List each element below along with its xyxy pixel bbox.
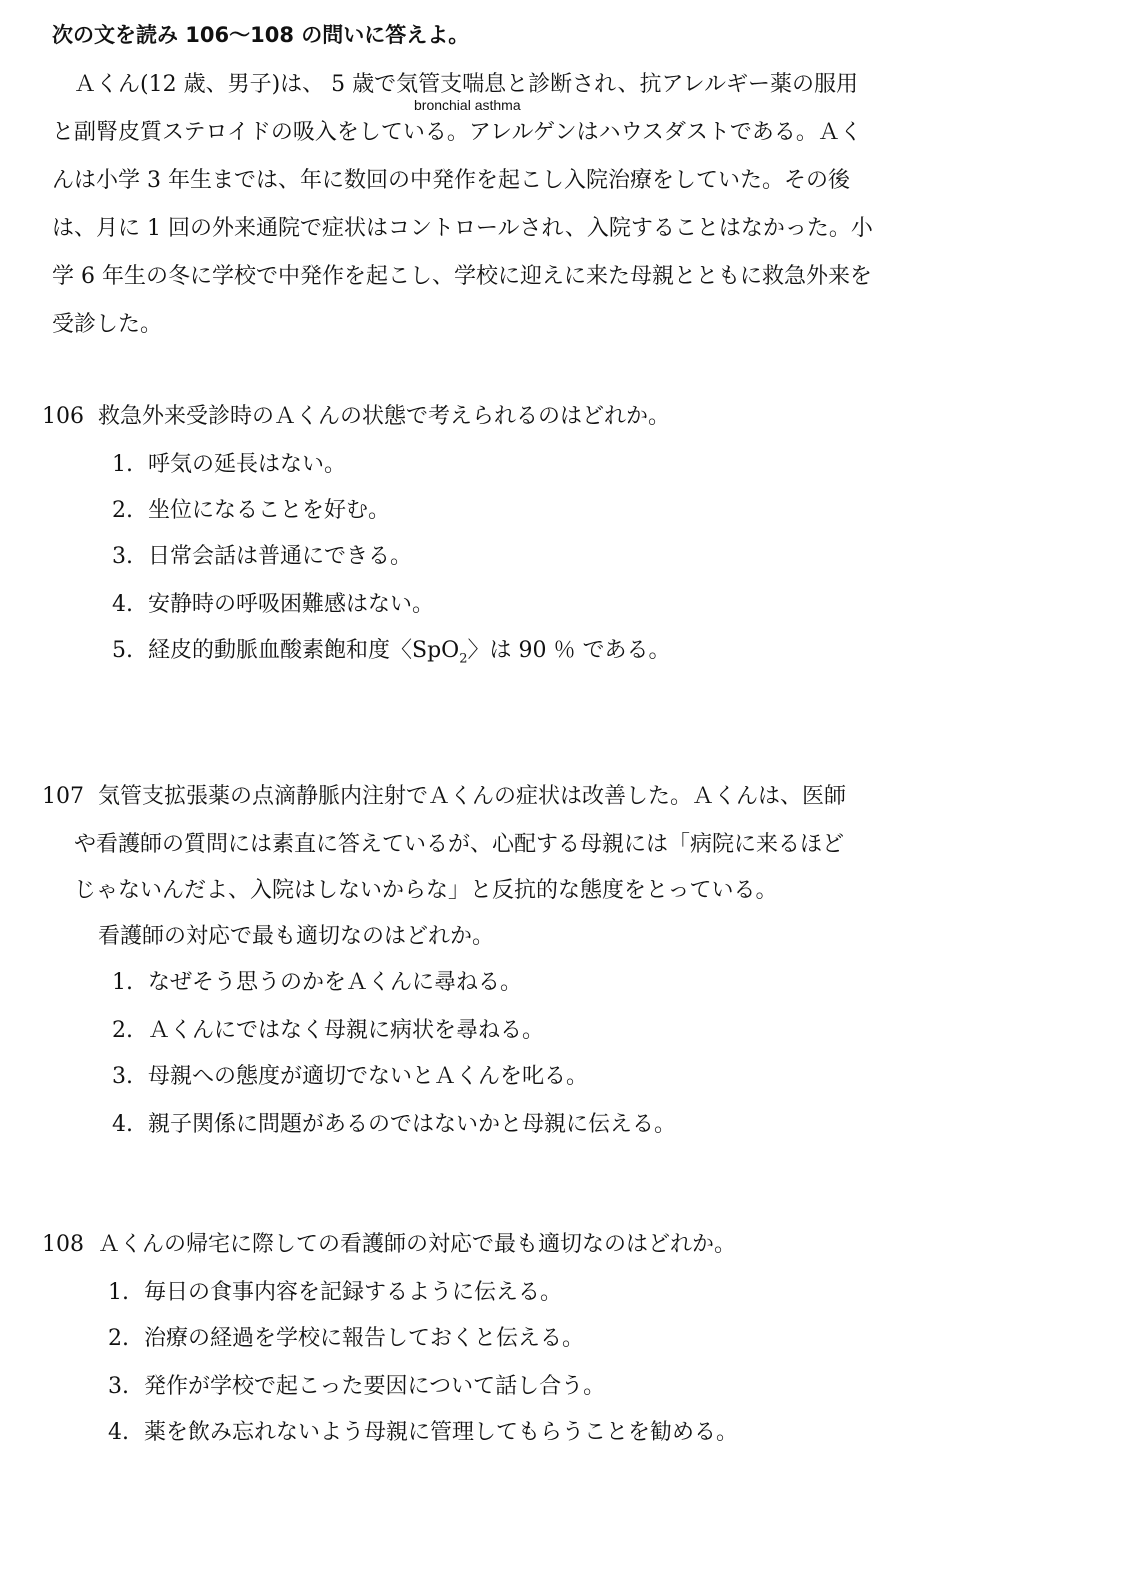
question-text: 気管支拡張薬の点滴静脈内注射でＡくんの症状は改善した。Ａくんは、医師	[98, 784, 847, 809]
q108-choice-2[interactable]	[108, 1324, 584, 1354]
choice-text: 発作が学校で起こった要因について話し合う。	[144, 1374, 606, 1399]
q108-choice-3[interactable]	[108, 1372, 605, 1402]
choice-number: 3.	[108, 1374, 129, 1399]
choice-text: なぜそう思うのかをＡくんに尋ねる。	[148, 970, 523, 995]
question-number: 107	[42, 784, 84, 809]
q107-choice-1[interactable]	[112, 968, 522, 998]
q108-choice-4[interactable]	[108, 1418, 738, 1448]
choice-text: 安静時の呼吸困難感はない。	[148, 592, 435, 617]
choice-text: Ａくんにではなく母親に病状を尋ねる。	[148, 1018, 545, 1043]
intro-heading: 次の文を読み 106〜108 の問いに答えよ。	[52, 23, 470, 47]
intro-line-4: は、月に 1 回の外来通院で症状はコントロールされ、入院することはなかった。小	[52, 216, 873, 241]
question-107-stem	[42, 782, 846, 812]
q106-choice-2[interactable]	[112, 496, 390, 526]
q106-choice-4[interactable]	[112, 590, 434, 620]
choice-text: 治療の経過を学校に報告しておくと伝える。	[144, 1326, 585, 1351]
choice-text: 日常会話は普通にできる。	[148, 544, 413, 569]
choice-text: 経皮的動脈血酸素飽和度〈SpO	[148, 638, 460, 663]
choice-number: 4.	[108, 1420, 129, 1445]
subscript: 2	[459, 651, 468, 667]
choice-number: 1.	[108, 1280, 129, 1305]
choice-number: 4.	[112, 592, 133, 617]
choice-text: 坐位になることを好む。	[148, 498, 391, 523]
choice-number: 1.	[112, 452, 133, 477]
choice-number: 4.	[112, 1112, 133, 1137]
q106-choice-1[interactable]	[112, 450, 346, 480]
q107-choice-3[interactable]	[112, 1062, 588, 1092]
choice-text: 毎日の食事内容を記録するように伝える。	[144, 1280, 563, 1305]
question-106-stem	[42, 402, 670, 432]
choice-number: 2.	[112, 498, 133, 523]
choice-text: 呼気の延長はない。	[148, 452, 347, 477]
choice-number: 2.	[112, 1018, 133, 1043]
choice-text: 親子関係に問題があるのではないかと母親に伝える。	[148, 1112, 677, 1137]
question-text: Ａくんの帰宅に際しての看護師の対応で最も適切なのはどれか。	[98, 1232, 737, 1257]
choice-text: 薬を飲み忘れないよう母親に管理してもらうことを勧める。	[144, 1420, 739, 1445]
q107-choice-4[interactable]	[112, 1110, 676, 1140]
intro-line-3: んは小学 3 年生までは、年に数回の中発作を起こし入院治療をしていた。その後	[52, 168, 850, 193]
q106-choice-3[interactable]	[112, 542, 412, 572]
choice-number: 3.	[112, 544, 133, 569]
question-107-stem-line-3: じゃないんだよ、入院はしないからな」と反抗的な態度をとっている。	[74, 878, 778, 903]
choice-text-end: 〉は 90 ％ である。	[467, 638, 671, 663]
choice-number: 3.	[112, 1064, 133, 1089]
choice-number: 2.	[108, 1326, 129, 1351]
question-108-stem	[42, 1230, 736, 1260]
question-text: 救急外来受診時のＡくんの状態で考えられるのはどれか。	[98, 404, 671, 429]
choice-number: 5.	[112, 638, 133, 663]
q108-choice-1[interactable]	[108, 1278, 562, 1308]
question-107-stem-line-2: や看護師の質問には素直に答えているが、心配する母親には「病院に来るほど	[74, 832, 845, 857]
intro-line-2: と副腎皮質ステロイドの吸入をしている。アレルゲンはハウスダストである。Ａく	[52, 120, 862, 145]
question-number: 106	[42, 404, 84, 429]
choice-text: 母親への態度が適切でないとＡくんを叱る。	[148, 1064, 589, 1089]
intro-line-5: 学 6 年生の冬に学校で中発作を起こし、学校に迎えに来た母親とともに救急外来を	[52, 264, 872, 289]
q106-choice-5[interactable]	[112, 636, 670, 674]
intro-line-6: 受診した。	[52, 312, 163, 337]
term-gloss: bronchial asthma	[414, 97, 521, 113]
choice-number: 1.	[112, 970, 133, 995]
question-number: 108	[42, 1232, 84, 1257]
intro-line-1: Ａくん(12 歳、男子)は、 5 歳で気管支喘息と診断され、抗アレルギー薬の服用	[74, 72, 859, 97]
q107-choice-2[interactable]	[112, 1016, 544, 1046]
question-107-prompt: 看護師の対応で最も適切なのはどれか。	[98, 924, 495, 949]
